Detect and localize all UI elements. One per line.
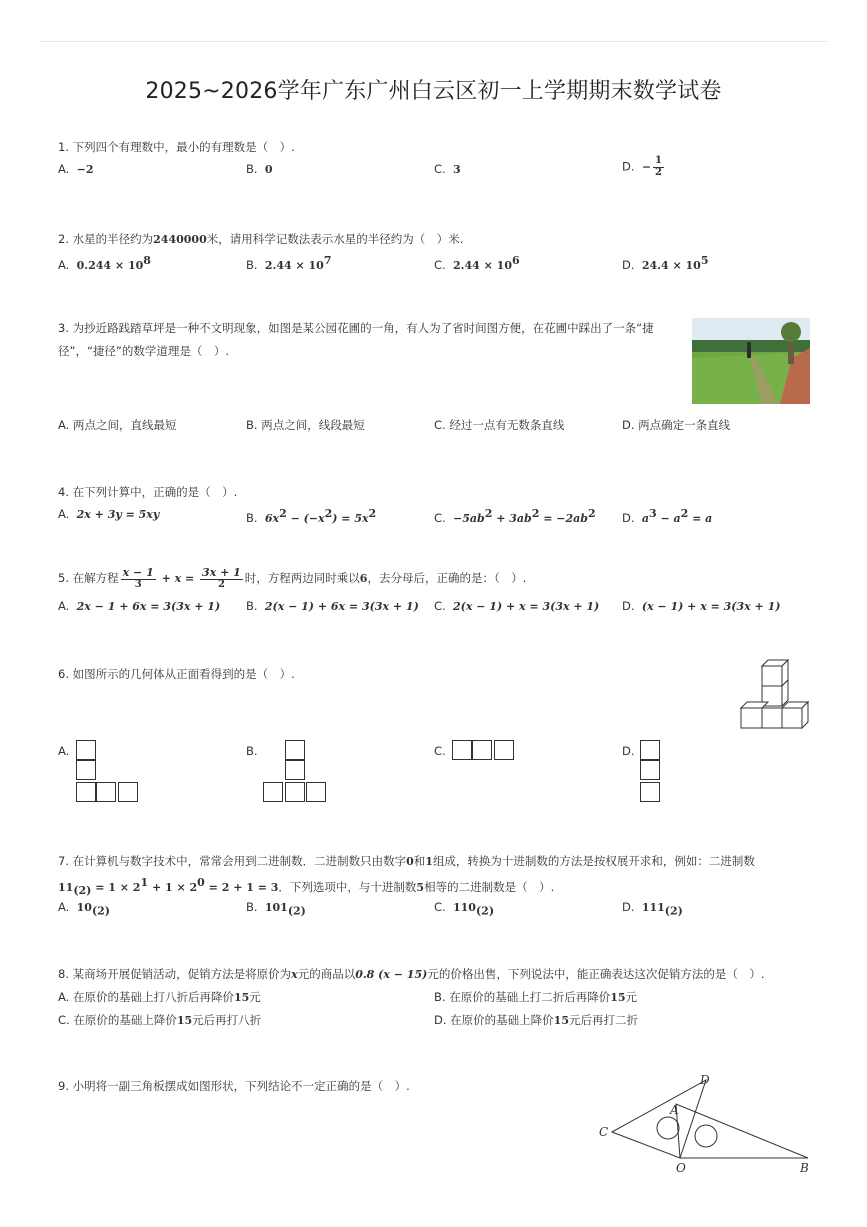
square-cell [76, 782, 96, 802]
square-cell [76, 740, 96, 760]
question-1-stem: 1. 下列四个有理数中，最小的有理数是（ ）. [58, 140, 295, 154]
square-cell [306, 782, 326, 802]
square-cell [452, 740, 472, 760]
question-9-stem: 9. 小明将一副三角板摆成如图形状，下列结论不一定正确的是（ ）. [58, 1079, 410, 1093]
square-cell [472, 740, 492, 760]
q1-option-c[interactable]: C. 3 [434, 162, 461, 176]
square-cell [263, 782, 283, 802]
q6-option-c-label[interactable]: C. [434, 744, 446, 758]
q1-option-d[interactable]: D. − $\frac{1}{2}$ [622, 155, 663, 178]
q5-option-a[interactable]: A. 2x − 1 + 6x = 3(3x + 1) [58, 599, 221, 613]
q7-option-d[interactable]: D. $111_{(2)}$ [622, 900, 683, 918]
q7-option-b[interactable]: B. $101_{(2)}$ [246, 900, 306, 918]
point-label-a: A [670, 1103, 679, 1117]
question-8-stem: 8. 某商场开展促销活动，促销方法是将原价为x元的商品以0.8 (x − 15)元的价格出售，下列说法中，能正确表达这次促销方法的是（ ）. [58, 967, 765, 981]
q8-option-a[interactable]: A. 在原价的基础上打八折后再降价15元 [58, 990, 261, 1004]
square-cell [285, 782, 305, 802]
q4-option-a[interactable]: A. 2x + 3y = 5xy [58, 507, 160, 521]
question-7-stem-line1: 7. 在计算机与数字技术中，常常会用到二进制数．二进制数只由数字0和1组成，转换为十进制数的方法是按权展开求和，例如：二进制数 [58, 854, 755, 868]
question-2-stem: 2. 水星的半径约为2440000米，请用科学记数法表示水星的半径约为（ ）米. [58, 232, 464, 246]
square-cell [640, 740, 660, 760]
q6-option-d-label[interactable]: D. [622, 744, 635, 758]
square-cell [640, 782, 660, 802]
question-3-stem-line1: 3. 为抄近路践踏草坪是一种不文明现象，如图是某公园花圃的一角，有人为了省时间图方便，在花圃中踩出了一条“捷 [58, 321, 654, 335]
point-label-o: O [676, 1161, 686, 1175]
point-label-c: C [599, 1125, 609, 1139]
q4-option-c[interactable]: C. $-5ab^2 + 3ab^2 = -2ab^2$ [434, 507, 596, 525]
point-label-d: D [700, 1073, 710, 1087]
q2-option-b[interactable]: B. $2.44 \times 10^7$ [246, 254, 332, 272]
q2-option-a[interactable]: A. $0.244 \times 10^8$ [58, 254, 151, 272]
q8-option-b[interactable]: B. 在原价的基础上打二折后再降价15元 [434, 990, 638, 1004]
q6-option-a-label[interactable]: A. [58, 744, 70, 758]
page-title: 2025~2026学年广东广州白云区初一上学期期末数学试卷 [145, 79, 722, 104]
q3-option-c[interactable]: C. 经过一点有无数条直线 [434, 418, 565, 432]
cube-solid-figure [738, 658, 812, 732]
q7-option-a[interactable]: A. $10_{(2)}$ [58, 900, 111, 918]
question-5-stem: 5. 在解方程 $\frac{x - 1}{3}$ + x = $\frac{3x + 1}{2}$ 时，方程两边同时乘以6，去分母后，正确的是：（ ）. [58, 566, 527, 590]
point-label-b: B [800, 1161, 809, 1175]
park-shortcut-photo [692, 318, 810, 404]
q8-option-c[interactable]: C. 在原价的基础上降价15元后再打八折 [58, 1013, 262, 1027]
question-3-stem-line2: 径”，“捷径”的数学道理是（ ）. [58, 344, 230, 358]
set-square-figure [596, 1070, 814, 1178]
q2-option-d[interactable]: D. $24.4 \times 10^5$ [622, 254, 709, 272]
question-6-stem: 6. 如图所示的几何体从正面看得到的是（ ）. [58, 667, 295, 681]
q4-option-d[interactable]: D. $a^3 - a^2 = a$ [622, 507, 713, 525]
q7-option-c[interactable]: C. $110_{(2)}$ [434, 900, 495, 918]
header-divider [40, 41, 827, 42]
q1-option-b[interactable]: B. 0 [246, 162, 273, 176]
q5-option-b[interactable]: B. 2(x − 1) + 6x = 3(3x + 1) [246, 599, 419, 613]
q3-option-b[interactable]: B. 两点之间，线段最短 [246, 418, 365, 432]
q3-option-a[interactable]: A. 两点之间，直线最短 [58, 418, 177, 432]
q6-option-b-label[interactable]: B. [246, 744, 258, 758]
q5-option-d[interactable]: D. (x − 1) + x = 3(3x + 1) [622, 599, 781, 613]
square-cell [118, 782, 138, 802]
square-cell [494, 740, 514, 760]
q8-option-d[interactable]: D. 在原价的基础上降价15元后再打二折 [434, 1013, 638, 1027]
square-cell [285, 740, 305, 760]
q2-option-c[interactable]: C. $2.44 \times 10^6$ [434, 254, 520, 272]
question-4-stem: 4. 在下列计算中，正确的是（ ）. [58, 485, 238, 499]
q5-option-c[interactable]: C. 2(x − 1) + x = 3(3x + 1) [434, 599, 600, 613]
square-cell [640, 760, 660, 780]
q3-option-d[interactable]: D. 两点确定一条直线 [622, 418, 731, 432]
square-cell [96, 782, 116, 802]
question-7-stem-line2: $11_{(2)} = 1 \times 2^1 + 1 \times 2^0 = 2 + 1 = 3$．下列选项中，与十进制数5相等的二进制数是（ ）. [58, 876, 555, 898]
q4-option-b[interactable]: B. $6x^2 - (-x^2) = 5x^2$ [246, 507, 377, 525]
square-cell [285, 760, 305, 780]
square-cell [76, 760, 96, 780]
q1-option-a[interactable]: A. −2 [58, 162, 94, 176]
